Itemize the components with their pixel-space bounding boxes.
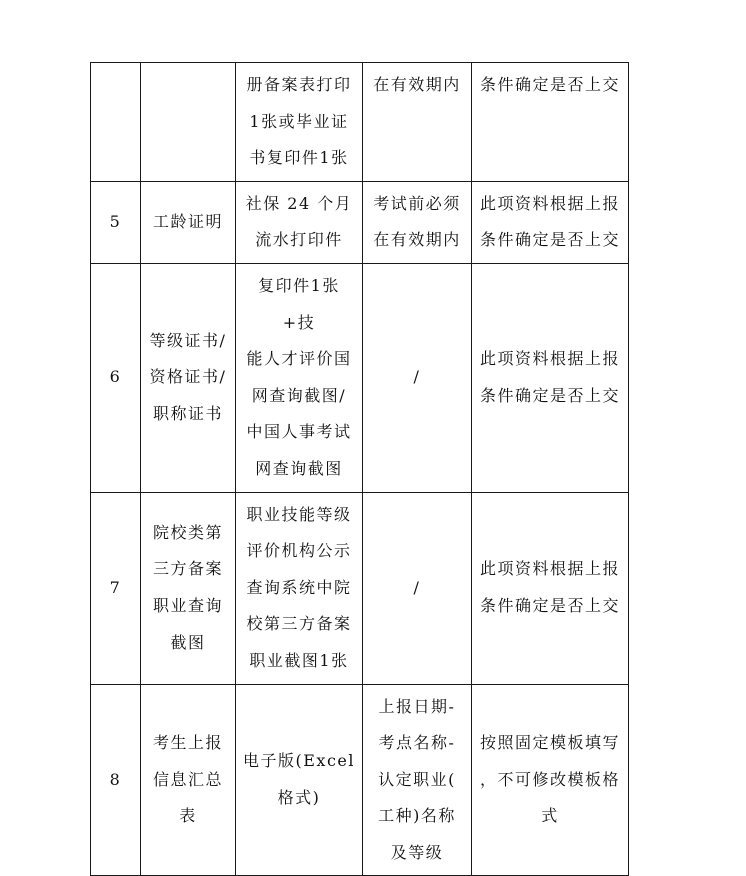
- cell-line: 职业截图1张: [249, 650, 349, 670]
- cell-line: 信息汇总: [152, 769, 223, 789]
- cell-line: 职业技能等级: [246, 504, 352, 524]
- cell-line: 考生上报: [152, 733, 223, 753]
- cell-line: /: [413, 367, 421, 387]
- validity-cell: [363, 181, 472, 263]
- cell-line: 1张或毕业证: [249, 111, 349, 131]
- cell-line: 及等级: [390, 842, 444, 862]
- cell-line: 考点名称-: [378, 733, 456, 753]
- cell-line: 条件确定是否上交: [479, 230, 620, 250]
- note-cell: [472, 63, 629, 182]
- cell-line: 条件确定是否上交: [479, 596, 620, 616]
- row-number-cell: 5: [91, 181, 141, 263]
- cell-line: 条件确定是否上交: [479, 385, 620, 405]
- cell-line: 流水打印件: [255, 230, 343, 250]
- cell-line: 此项资料根据上报: [479, 193, 620, 213]
- note-cell: [472, 263, 629, 492]
- cell-line: 校第三方备案: [246, 614, 352, 634]
- row-number-cell: 6: [91, 263, 141, 492]
- cell-line: 式: [541, 806, 559, 826]
- cell-line: 评价机构公示: [246, 541, 352, 561]
- cell-line: 按照固定模板填写: [479, 733, 620, 753]
- table-row: [91, 263, 629, 492]
- cell-line: ，不可修改模板格: [479, 769, 620, 789]
- row-number-cell: [91, 63, 141, 182]
- requirements-table: [90, 62, 629, 876]
- cell-line: /: [413, 577, 421, 597]
- requirement-cell: [236, 263, 363, 492]
- cell-line: 能人才评价国: [246, 349, 352, 369]
- table-row: [91, 684, 629, 876]
- cell-line: 此项资料根据上报: [479, 559, 620, 579]
- note-cell: [472, 684, 629, 876]
- cell-line: 等级证书/: [149, 330, 227, 350]
- row-number-cell: 8: [91, 684, 141, 876]
- requirement-cell: [236, 181, 363, 263]
- validity-cell: [363, 63, 472, 182]
- material-name-cell: [141, 181, 236, 263]
- cell-line: 复印件1张+技: [258, 275, 340, 332]
- cell-line: 工龄证明: [152, 212, 223, 232]
- validity-cell: [363, 684, 472, 876]
- row-number-cell: 7: [91, 492, 141, 684]
- cell-line: 职称证书: [152, 404, 223, 424]
- requirement-cell: [236, 684, 363, 876]
- cell-line: 在有效期内: [373, 230, 461, 250]
- validity-cell: [363, 263, 472, 492]
- cell-line: 上报日期-: [378, 696, 456, 716]
- note-cell: [472, 181, 629, 263]
- requirement-cell: [236, 492, 363, 684]
- cell-line: 社保 24 个月: [245, 193, 353, 213]
- cell-line: 查询系统中院: [246, 577, 352, 597]
- cell-line: 职业查询: [152, 596, 223, 616]
- cell-line: 表: [179, 806, 197, 826]
- cell-line: 资格证书/: [149, 367, 227, 387]
- cell-line: 网查询截图/: [251, 385, 347, 405]
- material-name-cell: [141, 684, 236, 876]
- cell-line: 网查询截图: [255, 458, 343, 478]
- table-row: [91, 63, 629, 182]
- cell-line: 认定职业(: [378, 769, 456, 789]
- cell-line: 考试前必须: [373, 193, 461, 213]
- table-row: [91, 181, 629, 263]
- cell-line: 截图: [170, 632, 206, 652]
- material-name-cell: [141, 63, 236, 182]
- cell-line: 书复印件1张: [249, 148, 349, 168]
- cell-line: 条件确定是否上交: [479, 75, 620, 94]
- cell-line: 电子版(Excel: [243, 751, 355, 771]
- requirement-cell: [236, 63, 363, 182]
- table-row: [91, 492, 629, 684]
- note-cell: [472, 492, 629, 684]
- cell-line: 在有效期内: [373, 75, 461, 94]
- cell-line: 院校类第: [152, 522, 223, 542]
- cell-line: 格式): [277, 787, 321, 807]
- material-name-cell: [141, 492, 236, 684]
- cell-line: 中国人事考试: [246, 422, 352, 442]
- cell-line: 册备案表打印: [246, 75, 352, 94]
- cell-line: 工种)名称: [378, 806, 456, 826]
- cell-line: 此项资料根据上报: [479, 349, 620, 369]
- validity-cell: [363, 492, 472, 684]
- material-name-cell: [141, 263, 236, 492]
- cell-line: 三方备案: [152, 559, 223, 579]
